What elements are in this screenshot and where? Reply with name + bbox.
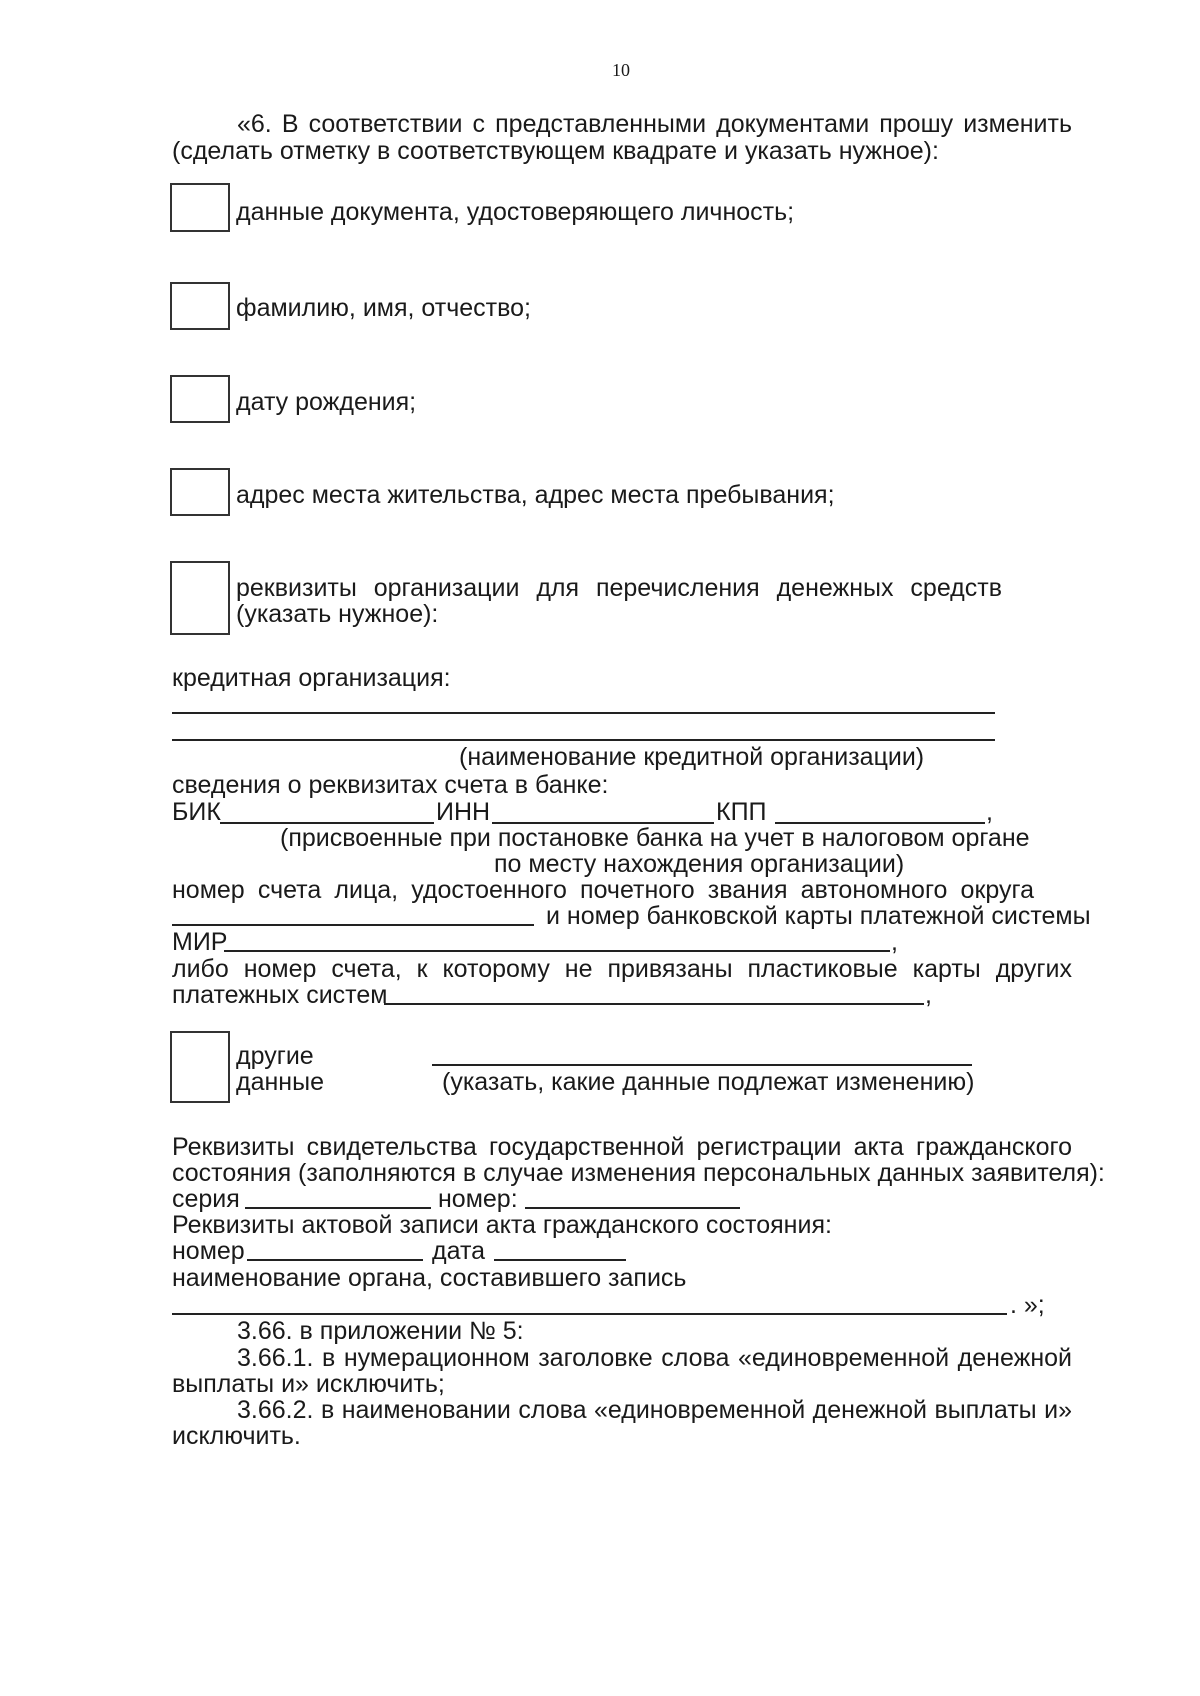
kpp-label: КПП bbox=[716, 798, 767, 826]
account-number-line: номер счета лица, удостоенного почетного звания автономного округа bbox=[172, 876, 1034, 904]
account-info-label: сведения о реквизитах счета в банке: bbox=[172, 771, 609, 799]
checkbox-other-data[interactable] bbox=[170, 1031, 230, 1103]
page-number: 10 bbox=[612, 60, 630, 80]
authority-field[interactable] bbox=[172, 1313, 1007, 1315]
record-number-label: номер bbox=[172, 1237, 245, 1265]
option-other-line-1: другие bbox=[236, 1042, 314, 1070]
option-birth-date: дату рождения; bbox=[236, 388, 417, 416]
mir-card-field[interactable] bbox=[224, 950, 890, 952]
p3661-line-2: выплаты и» исключить; bbox=[172, 1370, 445, 1398]
p3661-line-1: 3.66.1. в нумерационном заголовке слова «единовременной денежной bbox=[237, 1344, 1072, 1372]
reg-hint-line-1: (присвоенные при постановке банка на учет в налоговом органе bbox=[280, 824, 1030, 852]
closing-mark: . »; bbox=[1010, 1291, 1045, 1319]
other-account-line-2: платежных систем bbox=[172, 981, 388, 1009]
reg-hint-line-2: по месту нахождения организации) bbox=[494, 850, 905, 878]
series-field[interactable] bbox=[245, 1207, 431, 1209]
other-account-field[interactable] bbox=[384, 1003, 924, 1005]
record-date-label: дата bbox=[432, 1237, 486, 1265]
cert-number-label: номер: bbox=[438, 1185, 518, 1213]
record-date-field[interactable] bbox=[494, 1259, 626, 1261]
authority-label: наименование органа, составившего запись bbox=[172, 1264, 687, 1292]
other-account-comma: , bbox=[925, 981, 932, 1009]
option-bank-line-1: реквизиты организации для перечисления денежных средств bbox=[236, 574, 1002, 602]
checkbox-birth-date[interactable] bbox=[170, 375, 230, 423]
account-number-field[interactable] bbox=[172, 924, 534, 926]
credit-org-label: кредитная организация: bbox=[172, 664, 451, 692]
other-data-field[interactable] bbox=[432, 1064, 972, 1066]
credit-org-hint: (наименование кредитной организации) bbox=[459, 743, 925, 771]
p3662-line-2: исключить. bbox=[172, 1422, 301, 1450]
checkbox-identity-doc[interactable] bbox=[170, 183, 230, 232]
cert-line-2: состояния (заполняются в случае изменения персональных данных заявителя): bbox=[172, 1159, 1105, 1187]
option-fio: фамилию, имя, отчество; bbox=[236, 294, 531, 322]
checkbox-address[interactable] bbox=[170, 468, 230, 516]
series-label: серия bbox=[172, 1185, 240, 1213]
option-other-line-2: данные bbox=[236, 1068, 324, 1096]
option-address: адрес места жительства, адрес места пребывания; bbox=[236, 481, 835, 509]
record-number-field[interactable] bbox=[247, 1259, 423, 1261]
checkbox-bank-details[interactable] bbox=[170, 561, 230, 635]
option-identity-doc: данные документа, удостоверяющего личность; bbox=[236, 198, 795, 226]
bik-label: БИК bbox=[172, 798, 221, 826]
kpp-comma: , bbox=[986, 798, 993, 826]
mir-label: МИР bbox=[172, 928, 228, 956]
inn-label: ИНН bbox=[436, 798, 491, 826]
other-account-line-1: либо номер счета, к которому не привязаны пластиковые карты других bbox=[172, 955, 1072, 983]
record-label: Реквизиты актовой записи акта гражданского состояния: bbox=[172, 1211, 832, 1239]
mir-comma: , bbox=[891, 928, 898, 956]
intro-line-1: «6. В соответствии с представленными документами прошу изменить bbox=[237, 110, 1072, 138]
checkbox-fio[interactable] bbox=[170, 282, 230, 330]
p366: 3.66. в приложении № 5: bbox=[237, 1317, 524, 1345]
credit-org-field-line-1[interactable] bbox=[172, 712, 995, 714]
p3662-line-1: 3.66.2. в наименовании слова «единовременной денежной выплаты и» bbox=[237, 1396, 1072, 1424]
credit-org-field-line-2[interactable] bbox=[172, 739, 995, 741]
cert-number-field[interactable] bbox=[525, 1207, 740, 1209]
cert-line-1: Реквизиты свидетельства государственной регистрации акта гражданского bbox=[172, 1133, 1072, 1161]
card-label: и номер банковской карты платежной системы bbox=[546, 902, 1091, 930]
option-bank-line-2: (указать нужное): bbox=[236, 600, 439, 628]
intro-line-2: (сделать отметку в соответствующем квадрате и указать нужное): bbox=[172, 137, 939, 165]
other-data-hint: (указать, какие данные подлежат изменению) bbox=[442, 1068, 975, 1096]
